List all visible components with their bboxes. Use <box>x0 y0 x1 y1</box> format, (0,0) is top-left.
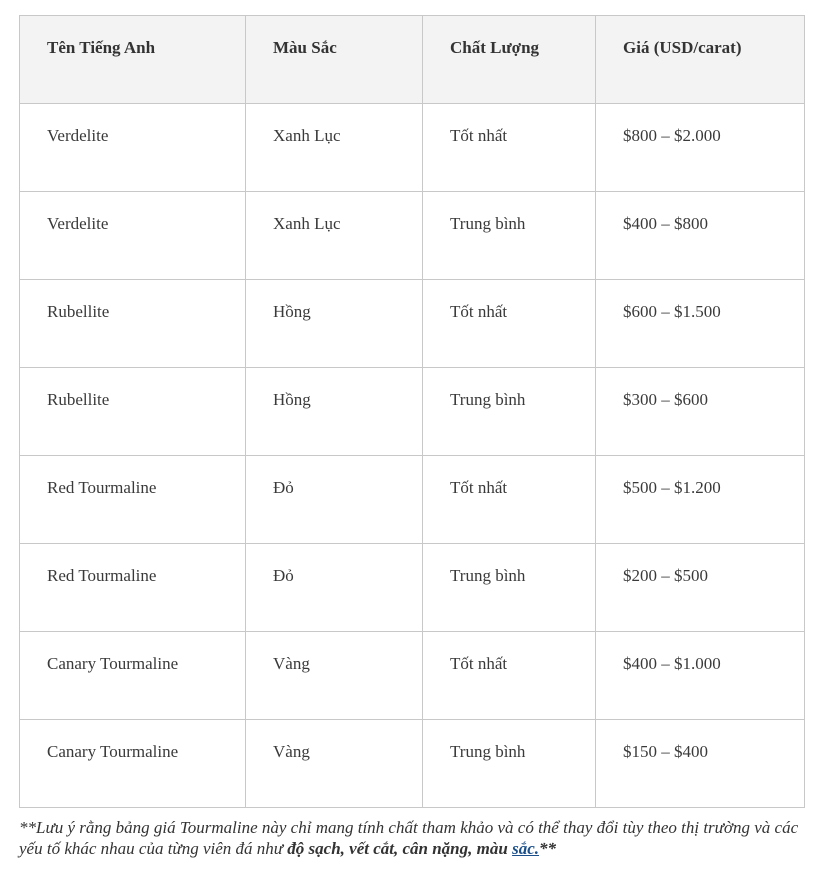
note-link[interactable]: sắc. <box>512 839 539 858</box>
cell-color: Vàng <box>246 632 423 720</box>
cell-english-name: Rubellite <box>20 368 246 456</box>
cell-color: Vàng <box>246 720 423 808</box>
header-quality: Chất Lượng <box>423 16 596 104</box>
cell-color: Hồng <box>246 368 423 456</box>
cell-color: Xanh Lục <box>246 104 423 192</box>
table-header-row <box>20 16 805 104</box>
cell-price: $600 – $1.500 <box>596 280 805 368</box>
cell-english-name: Rubellite <box>20 280 246 368</box>
table-row <box>20 720 805 808</box>
table-row <box>20 632 805 720</box>
cell-quality: Trung bình <box>423 368 596 456</box>
cell-quality: Trung bình <box>423 720 596 808</box>
tourmaline-price-table <box>19 15 805 808</box>
cell-price: $400 – $800 <box>596 192 805 280</box>
table-row <box>20 368 805 456</box>
price-disclaimer-note <box>19 817 809 859</box>
header-price: Giá (USD/carat) <box>596 16 805 104</box>
table-row <box>20 192 805 280</box>
cell-quality: Tốt nhất <box>423 280 596 368</box>
note-emphasis: độ sạch, vết cắt, cân nặng, màu <box>287 839 513 858</box>
table-row <box>20 544 805 632</box>
cell-price: $500 – $1.200 <box>596 456 805 544</box>
table-row <box>20 280 805 368</box>
cell-price: $800 – $2.000 <box>596 104 805 192</box>
cell-english-name: Red Tourmaline <box>20 456 246 544</box>
cell-color: Xanh Lục <box>246 192 423 280</box>
cell-color: Hồng <box>246 280 423 368</box>
cell-price: $300 – $600 <box>596 368 805 456</box>
cell-english-name: Canary Tourmaline <box>20 632 246 720</box>
cell-price: $400 – $1.000 <box>596 632 805 720</box>
cell-english-name: Red Tourmaline <box>20 544 246 632</box>
cell-price: $200 – $500 <box>596 544 805 632</box>
cell-quality: Tốt nhất <box>423 104 596 192</box>
cell-color: Đỏ <box>246 456 423 544</box>
cell-color: Đỏ <box>246 544 423 632</box>
cell-english-name: Verdelite <box>20 192 246 280</box>
cell-english-name: Canary Tourmaline <box>20 720 246 808</box>
table-row <box>20 104 805 192</box>
cell-quality: Tốt nhất <box>423 632 596 720</box>
cell-price: $150 – $400 <box>596 720 805 808</box>
cell-quality: Trung bình <box>423 192 596 280</box>
note-suffix: ** <box>539 839 556 858</box>
note-text: **Lưu ý rằng bảng giá Tourmaline này chỉ mang tính chất tham khảo và có thể thay đổi tùy theo thị trường và các yếu tố khác nhau của từng viên đá như <box>19 818 799 858</box>
header-color: Màu Sắc <box>246 16 423 104</box>
cell-quality: Tốt nhất <box>423 456 596 544</box>
cell-english-name: Verdelite <box>20 104 246 192</box>
table-row <box>20 456 805 544</box>
cell-quality: Trung bình <box>423 544 596 632</box>
header-english-name: Tên Tiếng Anh <box>20 16 246 104</box>
